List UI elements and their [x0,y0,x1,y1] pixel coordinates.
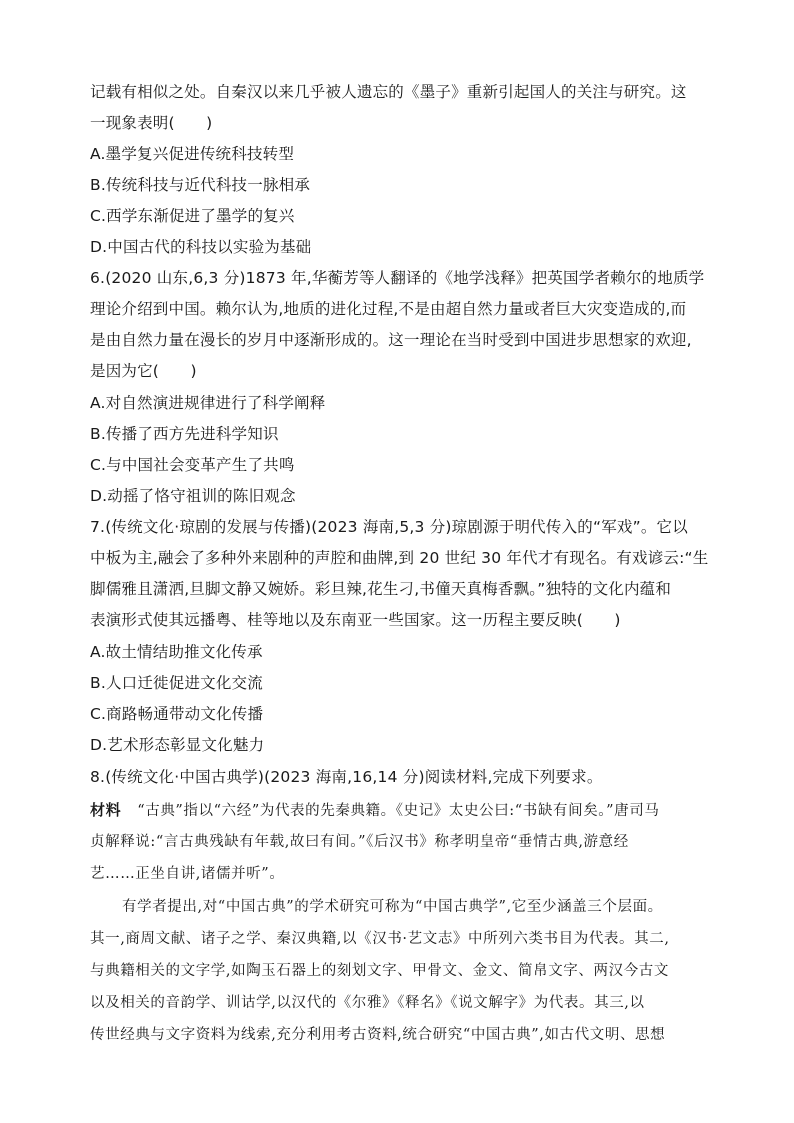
q8-material-line-3: 艺……正坐自讲,诸儒并听”。 [90,866,285,882]
q5-option-c: C.西学东渐促进了墨学的复兴 [90,207,295,225]
q6-option-a: A.对自然演进规律进行了科学阐释 [90,394,326,412]
q5-option-b: B.传统科技与近代科技一脉相承 [90,176,311,194]
q6-stem-line-1: 6.(2020 山东,6,3 分)1873 年,华蘅芳等人翻译的《地学浅释》把英国学者赖尔的地质学 [90,269,705,287]
q5-stem-line-1: 记载有相似之处。自秦汉以来几乎被人遗忘的《墨子》重新引起国人的关注与研究。这 [90,83,687,101]
q7-option-a: A.故土情结助推文化传承 [90,643,263,661]
q7-option-d: D.艺术形态彰显文化魅力 [90,736,265,754]
q7-option-c: C.商路畅通带动文化传播 [90,705,264,723]
q7-stem-line-1: 7.(传统文化·琼剧的发展与传播)(2023 海南,5,3 分)琼剧源于明代传入的“军戏”。它以 [90,518,688,536]
q8-material-line-1 [90,800,720,821]
q8-material-label: 材料 [90,801,122,819]
q8-material-text-1: “古典”指以“六经”为代表的先秦典籍。《史记》太史公曰:“书缺有间矣。”唐司马 [137,803,660,819]
q6-stem-line-4: 是因为它( ) [90,362,197,380]
q5-option-a: A.墨学复兴促进传统科技转型 [90,145,295,163]
q6-option-b: B.传播了西方先进科学知识 [90,425,279,443]
q8-material-line-2: 贞解释说:“言古典残缺有年载,故曰有间。”《后汉书》称孝明皇帝“垂情古典,游意经 [90,834,629,850]
q7-stem-line-4: 表演形式使其远播粤、桂等地以及东南亚一些国家。这一历程主要反映( ) [90,611,621,629]
q6-stem-line-3: 是由自然力量在漫长的岁月中逐渐形成的。这一理论在当时受到中国进步思想家的欢迎, [90,331,692,349]
q6-stem-line-2: 理论介绍到中国。赖尔认为,地质的进化过程,不是由超自然力量或者巨大灾变造成的,而 [90,300,687,318]
q8-stem: 8.(传统文化·中国古典学)(2023 海南,16,14 分)阅读材料,完成下列要求。 [90,768,603,786]
q8-para2-line-4: 以及相关的音韵学、训诂学,以汉代的《尔雅》《释名》《说文解字》为代表。其三,以 [90,995,645,1011]
q6-option-d: D.动摇了恪守祖训的陈旧观念 [90,487,296,505]
q7-stem-line-2: 中板为主,融会了多种外来剧种的声腔和曲牌,到 20 世纪 30 年代才有现名。有戏谚云:“生 [90,549,709,567]
q8-para2-line-5: 传世经典与文字资料为线索,充分利用考古资料,统合研究“中国古典”,如古代文明、思想 [90,1027,666,1043]
q7-option-b: B.人口迁徙促进文化交流 [90,674,263,692]
q5-stem-line-2: 一现象表明( ) [90,114,213,132]
q6-option-c: C.与中国社会变革产生了共鸣 [90,456,295,474]
q8-para2-line-3: 与典籍相关的文字学,如陶玉石器上的刻划文字、甲骨文、金文、简帛文字、两汉今古文 [90,963,670,979]
q8-para2-line-1: 有学者提出,对“中国古典”的学术研究可称为“中国古典学”,它至少涵盖三个层面。 [122,899,663,915]
q8-para2-line-2: 其一,商周文献、诸子之学、秦汉典籍,以《汉书·艺文志》中所列六类书目为代表。其二, [90,931,670,947]
q5-option-d: D.中国古代的科技以实验为基础 [90,238,312,256]
q7-stem-line-3: 脚儒雅且潇洒,旦脚文静又婉娇。彩旦辣,花生刁,书僮天真梅香飘。”独特的文化内蕴和 [90,580,672,598]
